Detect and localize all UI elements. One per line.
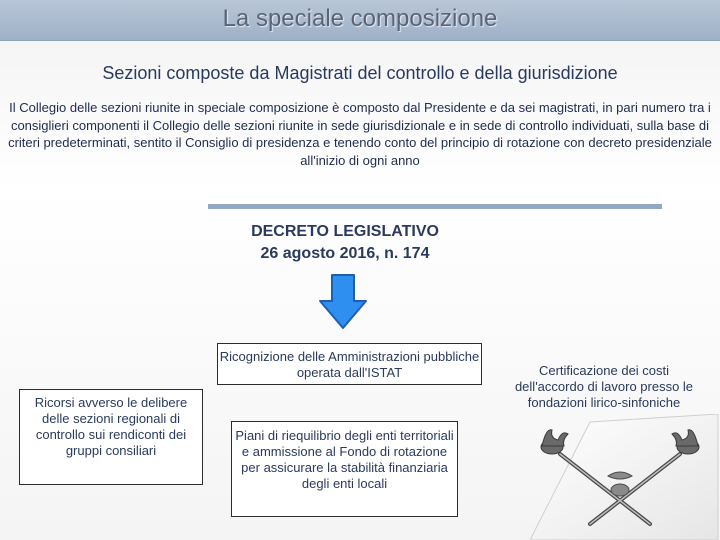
ricorsi-box: Ricorsi avverso le delibere delle sezioni regionali di controllo sui rendiconti dei gruppi consiliari [19, 389, 203, 485]
decree-date: 26 agosto 2016, n. 174 [260, 245, 430, 262]
istat-box: Ricognizione delle Amministrazioni pubbliche operata dall'ISTAT [217, 343, 482, 385]
piani-box: Piani di riequilibrio degli enti territoriali e ammissione al Fondo di rotazione per assicurare la stabilità finanziaria degli enti locali [231, 421, 458, 517]
slide-subtitle: Sezioni composte da Magistrati del controllo e della giurisdizione [102, 63, 618, 83]
decree-heading [230, 221, 460, 265]
divider-line [208, 204, 662, 209]
decree-title: DECRETO LEGISLATIVO [251, 223, 439, 240]
body-paragraph: Il Collegio delle sezioni riunite in speciale composizione è composto dal Presidente e da sei magistrati, in pari numero tra i consiglieri componenti il Collegio delle sezioni riunite in sede giurisdizionale e in sede di controllo individuati, sulla base di criteri predeterminati, sentito il Consiglio di presidenza e tenendo conto del principio di rotazione con decreto presidenziale all'inizio di ogni anno [8, 100, 712, 168]
crossed-torches-emblem-icon [530, 414, 720, 540]
certificazione-box: Certificazione dei costi dell'accordo di lavoro presso le fondazioni lirico-sinfoniche [514, 363, 694, 410]
down-arrow-icon [318, 274, 368, 330]
slide-title: La speciale composizione [222, 5, 498, 32]
